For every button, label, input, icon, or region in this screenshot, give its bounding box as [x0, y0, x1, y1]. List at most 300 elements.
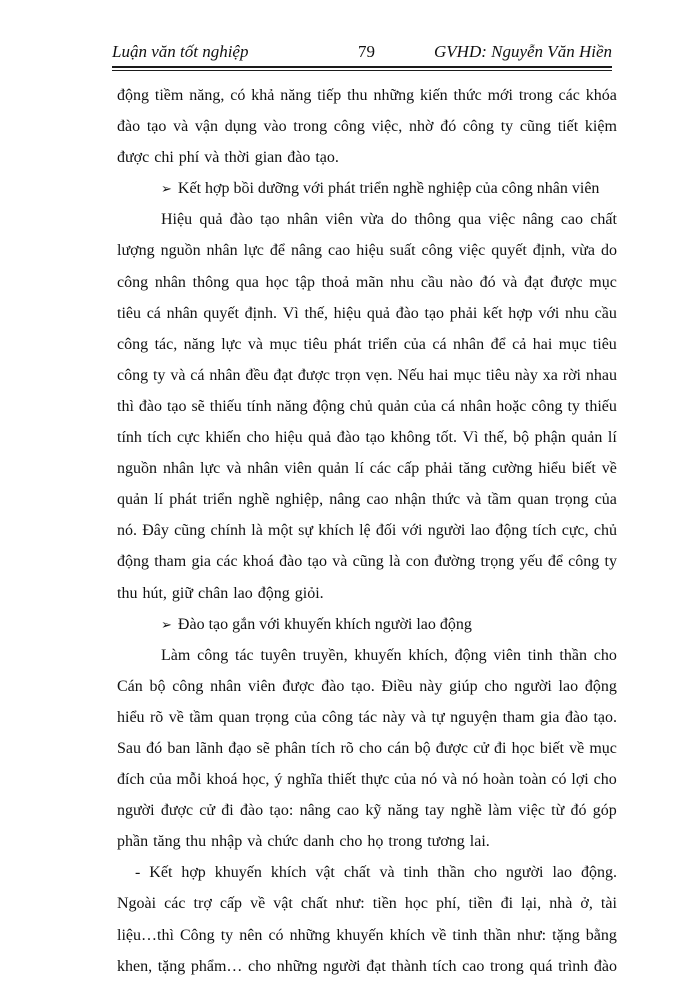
word: biết: [571, 460, 596, 478]
word: như:: [335, 895, 365, 913]
word: nhân: [453, 335, 485, 353]
word: về: [601, 460, 617, 478]
word: do: [391, 211, 408, 229]
word: khích: [318, 522, 354, 540]
word: quá: [529, 957, 553, 975]
word: cá: [432, 335, 447, 353]
word: động: [584, 677, 617, 695]
word: lí: [354, 460, 364, 478]
word: hiệu: [275, 429, 303, 447]
word: phẩm…: [190, 957, 243, 975]
word: như:: [516, 926, 547, 944]
word: -: [135, 864, 141, 882]
word: nào: [449, 273, 473, 291]
word: việc,: [371, 118, 403, 136]
word: đào: [564, 708, 589, 726]
word: và: [247, 335, 264, 353]
word: phải: [425, 460, 453, 478]
word: động: [257, 584, 290, 602]
word: nâng: [290, 242, 323, 260]
word: khuyến: [336, 926, 384, 944]
word: đạt: [366, 957, 386, 975]
word: năng: [280, 87, 312, 104]
header-thesis-title: Luận văn tốt nghiệp: [112, 42, 249, 61]
paragraph-line: [117, 142, 617, 173]
word: bằng: [585, 926, 617, 944]
word: công: [321, 708, 354, 726]
word: được: [297, 366, 330, 384]
word: động: [495, 522, 528, 540]
word: hai: [532, 335, 553, 353]
word: lại,: [521, 895, 542, 913]
word: tác: [358, 708, 378, 726]
paragraph-line: [117, 733, 617, 764]
word: này: [419, 677, 443, 695]
word: của: [294, 708, 317, 726]
word: động: [117, 553, 149, 571]
word: phần: [117, 833, 149, 851]
word: quản: [117, 491, 149, 509]
word: thu: [117, 584, 138, 602]
word: của: [403, 335, 426, 353]
word: của: [149, 771, 172, 789]
word: lao: [552, 864, 572, 882]
word: tăng: [153, 833, 181, 851]
paragraph-line: [117, 671, 617, 702]
word: nghề: [450, 802, 482, 820]
word: khuyến: [214, 864, 262, 882]
word: tầm: [189, 708, 214, 726]
word: phân: [275, 739, 307, 757]
word: chính: [210, 522, 247, 540]
page-header: [112, 40, 612, 68]
word: tạo: [146, 118, 167, 136]
word: rõ: [149, 708, 164, 726]
word: tuyên: [260, 646, 296, 664]
word: khích: [389, 926, 426, 944]
word: khuyến: [354, 646, 402, 664]
word: ở,: [580, 895, 593, 913]
word: các: [216, 553, 238, 571]
word: thiết: [327, 771, 357, 789]
word: thành: [391, 957, 427, 975]
word: tạo.: [351, 677, 375, 695]
word: mục: [269, 335, 298, 353]
word: nhân: [460, 397, 492, 415]
word: tài: [600, 895, 617, 913]
word: trong: [388, 833, 423, 851]
word: để: [490, 335, 506, 353]
word: kiệm: [584, 118, 617, 136]
word: được: [160, 802, 194, 820]
paragraph-line: [117, 826, 617, 857]
paragraph-line: [117, 888, 617, 919]
word: đi: [500, 895, 514, 913]
word: lai.: [469, 833, 490, 851]
word: là: [388, 553, 401, 571]
word: cho: [484, 677, 508, 695]
word: khả: [251, 87, 275, 104]
word: ty: [220, 926, 234, 944]
word: và: [332, 553, 348, 571]
word: được: [117, 149, 150, 167]
word: đích: [117, 771, 145, 789]
word: về: [168, 708, 184, 726]
word: nhận: [394, 491, 426, 509]
word: quyết: [203, 304, 239, 322]
word: mãn: [355, 273, 384, 291]
word: nhau: [585, 366, 617, 384]
word: tay: [424, 802, 445, 820]
word: hoặc: [496, 397, 527, 415]
word: lực: [200, 460, 221, 478]
word: quả: [366, 304, 391, 322]
word: nó: [421, 771, 438, 789]
word: tác: [235, 646, 254, 664]
word: đào: [287, 149, 311, 167]
word: ty: [500, 118, 514, 136]
word: nhân: [154, 273, 186, 291]
word: nâng: [299, 802, 331, 820]
word: Hiệu: [161, 211, 193, 229]
word: mục: [558, 335, 587, 353]
word: là: [251, 522, 263, 540]
word: đó: [146, 739, 163, 757]
word: năng: [276, 397, 308, 415]
word: Vì: [282, 304, 299, 322]
word: hút,: [142, 584, 167, 602]
paragraph-line: [117, 80, 617, 111]
word: qua: [235, 273, 259, 291]
word: có: [551, 771, 567, 789]
paragraph-line: [117, 235, 617, 266]
word: năng,: [189, 87, 225, 104]
word: người: [427, 522, 466, 540]
word: nhân: [286, 211, 319, 229]
word: cho: [246, 429, 270, 447]
word: viên: [248, 677, 276, 695]
word: hợp: [181, 864, 206, 882]
word: chất: [343, 864, 371, 882]
word: triển: [367, 335, 398, 353]
word: những: [373, 87, 415, 104]
word: người: [117, 802, 155, 820]
word: công: [172, 677, 204, 695]
word: đó: [479, 273, 496, 291]
word: Công: [179, 926, 215, 944]
word: nghề: [238, 491, 270, 509]
word: lao: [470, 522, 491, 540]
word: cũng: [174, 522, 206, 540]
word: phí,: [436, 895, 461, 913]
word: khoá: [242, 553, 274, 571]
word: ty: [604, 553, 617, 571]
word: dụng: [224, 118, 257, 136]
word: tạo: [365, 429, 385, 447]
word: khích,: [408, 646, 448, 664]
paragraph-line: [117, 484, 617, 515]
word: học: [511, 739, 535, 757]
word: giỏi.: [294, 584, 324, 602]
word: nguồn: [160, 242, 201, 260]
word: có: [230, 87, 246, 104]
word: cấp: [219, 895, 243, 913]
word: sẽ: [191, 397, 205, 415]
word: việc: [458, 242, 486, 260]
word: gian: [254, 149, 283, 167]
word: và: [502, 273, 518, 291]
word: định,: [532, 242, 566, 260]
word: và: [226, 460, 242, 478]
word: đường: [434, 553, 476, 571]
word: cầu: [594, 304, 617, 322]
word: kỹ: [365, 802, 382, 820]
word: và: [173, 118, 189, 136]
word: cá: [440, 397, 456, 415]
word: nhà: [549, 895, 573, 913]
word: chức: [267, 833, 299, 851]
word: từ: [551, 802, 565, 820]
word: gia: [539, 708, 560, 726]
word: công: [117, 273, 149, 291]
word: thông: [192, 273, 230, 291]
word: mỗi: [176, 771, 202, 789]
word: trọn: [334, 366, 361, 384]
word: thế,: [484, 429, 508, 447]
word: viên: [493, 646, 521, 664]
word: tác,: [154, 335, 178, 353]
word: tính: [246, 397, 272, 415]
word: trong: [489, 957, 524, 975]
word: và: [204, 149, 220, 167]
word: nghĩa: [287, 771, 323, 789]
word: và: [442, 771, 458, 789]
word: tham: [502, 708, 535, 726]
word: có: [268, 926, 284, 944]
word: Ngoài: [117, 895, 157, 913]
word: đối: [375, 522, 397, 540]
word: tạo.: [593, 708, 617, 726]
word: về: [250, 895, 266, 913]
page-number: 79: [358, 42, 375, 61]
word: lao: [233, 584, 253, 602]
section-heading-line: [117, 173, 617, 204]
word: tinh: [452, 926, 478, 944]
word: và: [247, 833, 263, 851]
paragraph-line: [117, 329, 617, 360]
word: Cán: [117, 677, 143, 695]
word: này: [382, 708, 406, 726]
word: cho: [593, 771, 617, 789]
word: khóa: [585, 87, 617, 104]
paragraph-line: [117, 702, 617, 733]
paragraph-line: [117, 422, 617, 453]
paragraph-line: [117, 764, 617, 795]
word: công: [117, 366, 149, 384]
word: tham: [154, 553, 187, 571]
word: biết: [539, 739, 564, 757]
word: hiểu: [117, 708, 145, 726]
word: tặng: [552, 926, 580, 944]
word: rời: [562, 366, 581, 384]
word: quyết: [491, 242, 527, 260]
word: chủ: [349, 397, 373, 415]
word: khoá: [206, 771, 238, 789]
word: động.: [580, 864, 617, 882]
word: động: [117, 87, 149, 104]
word: năng: [387, 802, 419, 820]
word: quản: [377, 397, 409, 415]
word: cử: [473, 739, 489, 757]
word: học: [265, 273, 289, 291]
word: thì: [117, 397, 134, 415]
word: đi: [494, 739, 507, 757]
word: nhu: [390, 273, 415, 291]
word: Nếu: [397, 366, 425, 384]
word: Điều: [381, 677, 413, 695]
word: không: [390, 429, 431, 447]
word: và: [170, 366, 186, 384]
body-text: [117, 80, 617, 982]
word: về: [431, 926, 447, 944]
word: mục: [589, 273, 617, 291]
word: và: [466, 491, 482, 509]
word: tạo: [260, 211, 280, 229]
word: tiềm: [154, 87, 184, 104]
word: phát: [169, 491, 197, 509]
word: suất: [389, 242, 416, 260]
word: người: [323, 957, 361, 975]
word: trong: [518, 87, 553, 104]
word: truyền,: [302, 646, 348, 664]
word: việc: [518, 802, 545, 820]
word: tự: [431, 708, 445, 726]
word: đạt: [273, 366, 293, 384]
word: các: [164, 895, 186, 913]
word: bộ: [149, 677, 166, 695]
word: vật: [315, 864, 335, 882]
word: tạo: [166, 397, 187, 415]
word: thần: [437, 864, 465, 882]
word: nó: [462, 771, 479, 789]
word: đào: [229, 211, 253, 229]
word: lực: [221, 335, 242, 353]
word: tầm: [487, 491, 512, 509]
word: đó: [570, 802, 587, 820]
word: cấp: [396, 460, 420, 478]
word: cho: [473, 864, 497, 882]
word: cũng: [352, 553, 384, 571]
word: công: [117, 335, 149, 353]
word: trợ: [193, 895, 212, 913]
word: nhân: [209, 366, 241, 384]
word: đào: [321, 677, 345, 695]
word: đào: [279, 553, 303, 571]
word: đào: [138, 397, 162, 415]
word: công: [531, 397, 563, 415]
word: của: [413, 397, 436, 415]
word: nhờ: [409, 118, 434, 136]
word: lãnh: [195, 739, 224, 757]
word: được: [282, 677, 315, 695]
word: phí: [178, 149, 200, 167]
word: những: [289, 926, 331, 944]
section-heading: Đào tạo gắn với khuyến khích người lao động: [177, 615, 472, 633]
word: ty: [567, 397, 580, 415]
word: tăng: [458, 460, 487, 478]
word: đào: [395, 304, 419, 322]
word: nâng: [522, 211, 554, 229]
word: việc: [488, 211, 516, 229]
word: qua: [458, 211, 482, 229]
word: cả: [512, 335, 527, 353]
word: phát: [333, 335, 362, 353]
word: lượng: [117, 242, 155, 260]
paragraph-line: [117, 360, 617, 391]
word: tiền: [468, 895, 493, 913]
word: hiệu: [356, 242, 384, 260]
word: kiến: [420, 87, 448, 104]
word: tính: [117, 429, 142, 447]
word: trọng: [554, 491, 589, 509]
section-heading-line: [117, 609, 617, 640]
word: lệ: [359, 522, 371, 540]
word: quả: [308, 429, 332, 447]
word: nhân: [247, 460, 279, 478]
word: đạo: [228, 739, 252, 757]
header-divider: [112, 70, 612, 71]
word: cử: [199, 802, 216, 820]
word: tiết: [557, 118, 579, 136]
word: tập: [295, 273, 315, 291]
word: sẽ: [256, 739, 270, 757]
word: thức: [431, 491, 461, 509]
word: thần: [559, 646, 587, 664]
word: tạo.: [315, 149, 339, 167]
word: tiêu: [485, 366, 510, 384]
word: cao: [328, 242, 351, 260]
word: vật: [273, 895, 293, 913]
word: được: [550, 273, 583, 291]
word: chất: [300, 895, 328, 913]
word: trình: [558, 957, 589, 975]
paragraph-line: [117, 795, 617, 826]
word: ý: [274, 771, 283, 789]
word: sự: [298, 522, 314, 540]
word: cho: [593, 646, 617, 664]
paragraph-line: [117, 857, 617, 888]
word: tương: [427, 833, 465, 851]
word: con: [405, 553, 429, 571]
paragraph-line: [117, 546, 617, 577]
word: những: [276, 957, 318, 975]
word: rõ: [340, 739, 354, 757]
word: lí: [607, 429, 617, 447]
word: tốt.: [436, 429, 457, 447]
arrow-bullet-icon: ➢: [161, 181, 172, 197]
word: để: [269, 242, 285, 260]
word: tạo: [424, 304, 445, 322]
word: do: [600, 242, 617, 260]
paragraph-line: [117, 204, 617, 235]
paragraph-line: [117, 951, 617, 982]
word: thức: [453, 87, 482, 104]
word: tích: [432, 957, 457, 975]
word: cao: [366, 491, 389, 509]
word: thu: [185, 833, 207, 851]
word: chân: [198, 584, 229, 602]
word: họ: [367, 833, 384, 851]
